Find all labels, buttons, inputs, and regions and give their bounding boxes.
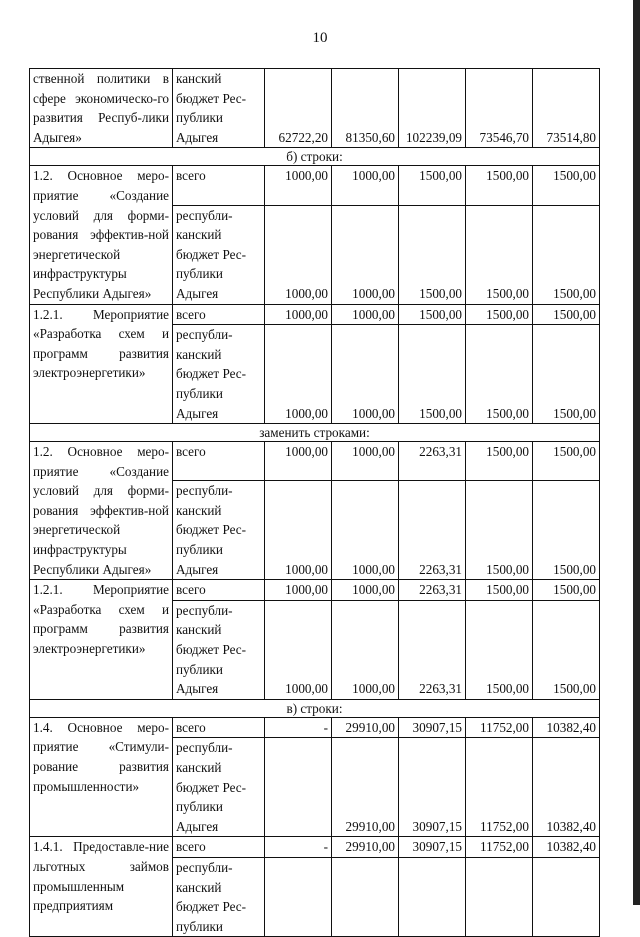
cell-empty bbox=[399, 857, 466, 936]
cell-empty bbox=[466, 857, 533, 936]
cell-value: 1000,00 bbox=[332, 166, 399, 205]
cell-value: 2263,31 bbox=[399, 481, 466, 580]
cell-value: 1000,00 bbox=[265, 600, 332, 699]
cell-value: 1500,00 bbox=[533, 481, 600, 580]
cell-value: 1000,00 bbox=[332, 600, 399, 699]
cell-value: 102239,09 bbox=[399, 69, 466, 148]
scan-edge bbox=[633, 0, 640, 905]
cell-value: 1000,00 bbox=[332, 304, 399, 325]
cell-value: 1000,00 bbox=[265, 580, 332, 601]
cell-value: 73546,70 bbox=[466, 69, 533, 148]
cell-value: 1000,00 bbox=[332, 580, 399, 601]
cell-value: 1500,00 bbox=[533, 205, 600, 304]
cell-label: республи-канский бюджет Рес-публики Адыгея bbox=[173, 738, 265, 837]
cell-value: 2263,31 bbox=[399, 442, 466, 481]
page-number: 10 bbox=[312, 30, 328, 46]
cell-label: республи-канский бюджет Рес-публики Адыгея bbox=[173, 205, 265, 304]
cell-text: канский бюджет Рес-публики Адыгея bbox=[173, 69, 265, 148]
table-row bbox=[30, 717, 600, 738]
cell-text: 1.2. Основное меро-приятие «Создание условий для форми-рования эффектив-ной энергетической инфраструктуры Республики Адыгея» bbox=[30, 442, 173, 580]
cell-value: 29910,00 bbox=[332, 837, 399, 858]
cell-value: 1500,00 bbox=[533, 304, 600, 325]
cell-value: 10382,40 bbox=[533, 738, 600, 837]
cell-label: всего bbox=[173, 837, 265, 858]
cell-value: 1500,00 bbox=[399, 304, 466, 325]
cell-value: 1500,00 bbox=[466, 304, 533, 325]
cell-value bbox=[265, 738, 332, 837]
cell-value: 2263,31 bbox=[399, 580, 466, 601]
cell-text: 1.2.1. Мероприятие «Разработка схем и программ развития электроэнергетики» bbox=[30, 580, 173, 700]
cell-value: 1500,00 bbox=[466, 580, 533, 601]
cell-value: 11752,00 bbox=[466, 738, 533, 837]
cell-empty bbox=[332, 857, 399, 936]
cell-value: 62722,20 bbox=[265, 69, 332, 148]
cell-label: республи-канский бюджет Рес-публики bbox=[173, 857, 265, 936]
cell-label: всего bbox=[173, 166, 265, 205]
cell-value: 1500,00 bbox=[399, 325, 466, 424]
cell-value: 10382,40 bbox=[533, 717, 600, 738]
budget-table bbox=[29, 68, 600, 937]
cell-label: всего bbox=[173, 580, 265, 601]
cell-value: 30907,15 bbox=[399, 738, 466, 837]
cell-value: 1500,00 bbox=[466, 205, 533, 304]
cell-text: ственной политики в сфере экономическо-го развития Респуб-лики Адыгея» bbox=[30, 69, 173, 148]
cell-value: 30907,15 bbox=[399, 717, 466, 738]
table-row bbox=[30, 442, 600, 481]
cell-label: всего bbox=[173, 442, 265, 481]
cell-value: 1500,00 bbox=[399, 166, 466, 205]
cell-value: 11752,00 bbox=[466, 717, 533, 738]
cell-text: 1.2. Основное меро-приятие «Создание условий для форми-рования эффектив-ной энергетической инфраструктуры Республики Адыгея» bbox=[30, 166, 173, 304]
table-row bbox=[30, 580, 600, 601]
table-row bbox=[30, 837, 600, 858]
cell-value: 1500,00 bbox=[466, 325, 533, 424]
cell-empty bbox=[265, 857, 332, 936]
section-heading: в) строки: bbox=[30, 699, 600, 717]
cell-label: всего bbox=[173, 304, 265, 325]
cell-label: республи-канский бюджет Рес-публики Адыгея bbox=[173, 481, 265, 580]
cell-value: 81350,60 bbox=[332, 69, 399, 148]
cell-value: 29910,00 bbox=[332, 738, 399, 837]
cell-value: 1000,00 bbox=[332, 205, 399, 304]
cell-value: 1500,00 bbox=[466, 600, 533, 699]
cell-value: 29910,00 bbox=[332, 717, 399, 738]
cell-text: 1.2.1. Мероприятие «Разработка схем и программ развития электроэнергетики» bbox=[30, 304, 173, 424]
cell-value: 1500,00 bbox=[533, 580, 600, 601]
section-heading: б) строки: bbox=[30, 148, 600, 166]
section-heading: заменить строками: bbox=[30, 424, 600, 442]
table-row bbox=[30, 166, 600, 205]
cell-value: 1500,00 bbox=[533, 442, 600, 481]
cell-value: 1000,00 bbox=[332, 481, 399, 580]
cell-value: - bbox=[265, 717, 332, 738]
cell-text: 1.4. Основное меро-приятие «Стимули-рование развития промышленности» bbox=[30, 717, 173, 837]
cell-label: республи-канский бюджет Рес-публики Адыгея bbox=[173, 600, 265, 699]
cell-value: 1500,00 bbox=[466, 442, 533, 481]
cell-label: республи-канский бюджет Рес-публики Адыгея bbox=[173, 325, 265, 424]
cell-value: 1000,00 bbox=[265, 205, 332, 304]
cell-value: 1000,00 bbox=[265, 304, 332, 325]
cell-value: 2263,31 bbox=[399, 600, 466, 699]
cell-value: 1500,00 bbox=[466, 166, 533, 205]
table-row bbox=[30, 69, 600, 148]
cell-value: 1500,00 bbox=[533, 166, 600, 205]
cell-value: 30907,15 bbox=[399, 837, 466, 858]
cell-value: 1000,00 bbox=[265, 442, 332, 481]
cell-value: 1500,00 bbox=[466, 481, 533, 580]
cell-value: 1500,00 bbox=[533, 600, 600, 699]
cell-label: всего bbox=[173, 717, 265, 738]
cell-value: 1000,00 bbox=[265, 166, 332, 205]
cell-empty bbox=[533, 857, 600, 936]
cell-text: 1.4.1. Предоставле-ние льготных займов промышленным предприятиям bbox=[30, 837, 173, 937]
cell-value: 1000,00 bbox=[332, 325, 399, 424]
cell-value: 1000,00 bbox=[265, 325, 332, 424]
table-row bbox=[30, 304, 600, 325]
cell-value: 1000,00 bbox=[332, 442, 399, 481]
cell-value: 1500,00 bbox=[399, 205, 466, 304]
cell-value: 10382,40 bbox=[533, 837, 600, 858]
cell-value: 11752,00 bbox=[466, 837, 533, 858]
cell-value: 1000,00 bbox=[265, 481, 332, 580]
cell-value: 73514,80 bbox=[533, 69, 600, 148]
cell-value: 1500,00 bbox=[533, 325, 600, 424]
cell-value: - bbox=[265, 837, 332, 858]
